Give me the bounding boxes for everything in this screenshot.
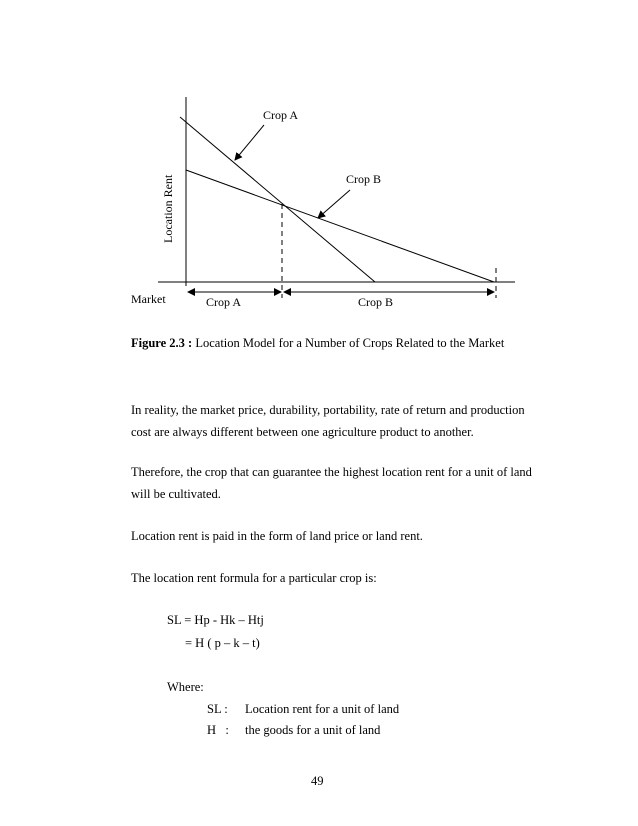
y-axis-label: Location Rent: [161, 174, 175, 243]
paragraph-3: Location rent is paid in the form of land price or land rent.: [131, 529, 423, 543]
paragraph-2-line-2: will be cultivated.: [131, 487, 221, 501]
definition-meaning: Location rent for a unit of land: [245, 702, 400, 716]
crop-a-callout-label: Crop A: [263, 108, 299, 122]
formula-line-1: SL = Hp - Hk – Htj: [167, 613, 264, 627]
crop-b-zone-label: Crop B: [358, 295, 394, 309]
formula-line-2: = H ( p – k – t): [185, 636, 260, 650]
where-label: Where:: [167, 680, 204, 694]
definition-symbol: SL :: [207, 702, 228, 716]
figure-caption-label: Figure 2.3 :: [131, 336, 193, 350]
paragraph-1-line-1: In reality, the market price, durability, portability, rate of return and production: [131, 403, 525, 417]
figure-caption: [131, 336, 504, 351]
crop-b-callout-arrow: [318, 190, 350, 218]
crop-a-zone-label: Crop A: [206, 295, 242, 309]
paragraph-1-line-2: cost are always different between one agriculture product to another.: [131, 425, 474, 439]
crop-b-callout-label: Crop B: [346, 172, 382, 186]
location-model-diagram: [0, 0, 638, 330]
paragraph-4: The location rent formula for a particular crop is:: [131, 571, 377, 585]
definition-symbol: H :: [207, 723, 229, 737]
crop-a-callout-arrow: [235, 125, 264, 160]
crop-b-line: [186, 170, 494, 282]
definition-meaning: the goods for a unit of land: [245, 723, 381, 737]
page-number: 49: [311, 774, 324, 788]
figure-caption-text: Location Model for a Number of Crops Related to the Market: [192, 336, 505, 350]
market-label: Market: [131, 292, 166, 306]
paragraph-2-line-1: Therefore, the crop that can guarantee the highest location rent for a unit of land: [131, 465, 532, 479]
crop-a-line: [180, 117, 375, 282]
